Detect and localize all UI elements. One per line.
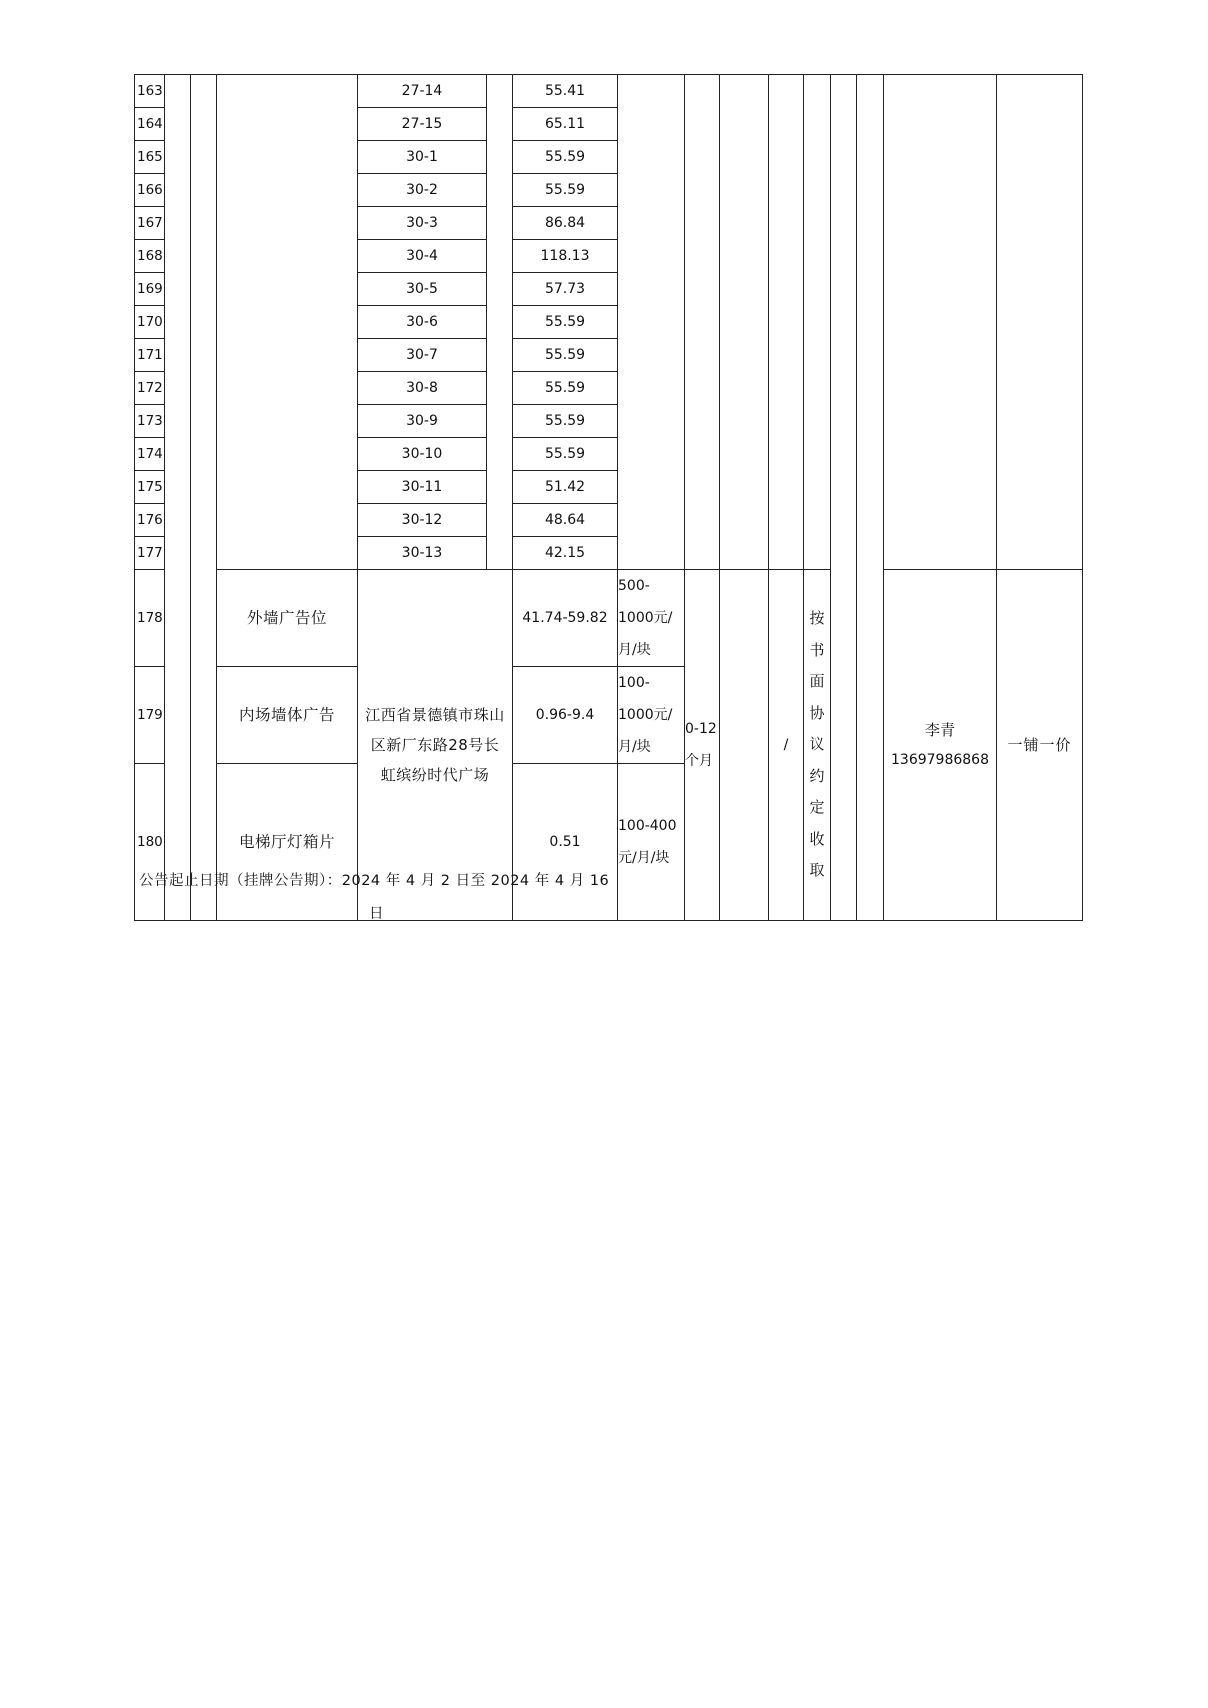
- blank-cell: [618, 75, 685, 570]
- listing-table-body: [135, 75, 1083, 921]
- row-number: 163: [135, 75, 165, 108]
- row-number: 177: [135, 537, 165, 570]
- ad-area: 0.51: [513, 764, 618, 921]
- unit-number: 30-10: [358, 438, 487, 471]
- row-number: 169: [135, 273, 165, 306]
- unit-area: 55.41: [513, 75, 618, 108]
- table-row: [135, 75, 1083, 108]
- row-number: 167: [135, 207, 165, 240]
- unit-number: 30-2: [358, 174, 487, 207]
- row-number: 168: [135, 240, 165, 273]
- unit-area: 55.59: [513, 174, 618, 207]
- row-number: 173: [135, 405, 165, 438]
- row-number: 164: [135, 108, 165, 141]
- table-row-ad: [135, 570, 1083, 667]
- unit-area: 65.11: [513, 108, 618, 141]
- ad-name: 外墙广告位: [217, 570, 358, 667]
- blank-cell: [487, 75, 513, 570]
- ad-price: 100-400元/月/块: [618, 764, 685, 921]
- ad-name: 电梯厅灯箱片: [217, 764, 358, 921]
- unit-area: 48.64: [513, 504, 618, 537]
- ad-area: 41.74-59.82: [513, 570, 618, 667]
- row-number: 172: [135, 372, 165, 405]
- unit-number: 30-8: [358, 372, 487, 405]
- unit-number: 30-3: [358, 207, 487, 240]
- unit-number: 27-15: [358, 108, 487, 141]
- unit-area: 55.59: [513, 405, 618, 438]
- blank-cell: [685, 75, 720, 570]
- row-number: 180: [135, 764, 165, 921]
- unit-number: 27-14: [358, 75, 487, 108]
- row-number: 170: [135, 306, 165, 339]
- ad-address: 江西省景德镇市珠山区新厂东路28号长虹缤纷时代广场: [358, 570, 513, 921]
- row-number: 165: [135, 141, 165, 174]
- row-number: 166: [135, 174, 165, 207]
- ad-price: 100-1000元/月/块: [618, 667, 685, 764]
- blank-cell: [720, 570, 769, 921]
- blank-cell: [165, 75, 191, 921]
- announcement-period-tail: 日: [369, 906, 384, 922]
- row-number: 175: [135, 471, 165, 504]
- unit-area: 55.59: [513, 306, 618, 339]
- announcement-period: 公告起止日期（挂牌公告期）：2024 年 4 月 2 日至 2024 年 4 月 16: [139, 873, 610, 889]
- unit-area: 51.42: [513, 471, 618, 504]
- blank-cell: [769, 75, 804, 570]
- blank-cell: [857, 75, 884, 921]
- unit-area: 42.15: [513, 537, 618, 570]
- unit-area: 55.59: [513, 438, 618, 471]
- ad-slash: /: [769, 570, 804, 921]
- ad-method: 一铺一价: [997, 570, 1083, 921]
- unit-area: 55.59: [513, 372, 618, 405]
- ad-area: 0.96-9.4: [513, 667, 618, 764]
- unit-number: 30-4: [358, 240, 487, 273]
- contact-phone: 13697986868: [891, 752, 989, 768]
- ad-price: 500-1000元/月/块: [618, 570, 685, 667]
- unit-number: 30-11: [358, 471, 487, 504]
- ad-term: 0-12个月: [685, 570, 720, 921]
- blank-cell: [884, 75, 997, 570]
- row-number: 176: [135, 504, 165, 537]
- blank-cell: [217, 75, 358, 570]
- unit-number: 30-12: [358, 504, 487, 537]
- blank-cell: [804, 75, 831, 570]
- unit-area: 57.73: [513, 273, 618, 306]
- blank-cell: [191, 75, 217, 921]
- row-number: 171: [135, 339, 165, 372]
- ad-fee: 按书面协议约定收取: [804, 570, 831, 921]
- row-number: 179: [135, 667, 165, 764]
- unit-number: 30-7: [358, 339, 487, 372]
- unit-area: 118.13: [513, 240, 618, 273]
- unit-number: 30-13: [358, 537, 487, 570]
- contact-name: 李青: [924, 721, 955, 739]
- row-number: 178: [135, 570, 165, 667]
- unit-number: 30-5: [358, 273, 487, 306]
- ad-contact: [884, 570, 997, 921]
- unit-area: 86.84: [513, 207, 618, 240]
- unit-area: 55.59: [513, 141, 618, 174]
- unit-number: 30-6: [358, 306, 487, 339]
- unit-area: 55.59: [513, 339, 618, 372]
- blank-cell: [831, 75, 857, 921]
- row-number: 174: [135, 438, 165, 471]
- blank-cell: [997, 75, 1083, 570]
- ad-name: 内场墙体广告: [217, 667, 358, 764]
- unit-number: 30-1: [358, 141, 487, 174]
- unit-number: 30-9: [358, 405, 487, 438]
- blank-cell: [720, 75, 769, 570]
- listing-table: [134, 74, 1083, 921]
